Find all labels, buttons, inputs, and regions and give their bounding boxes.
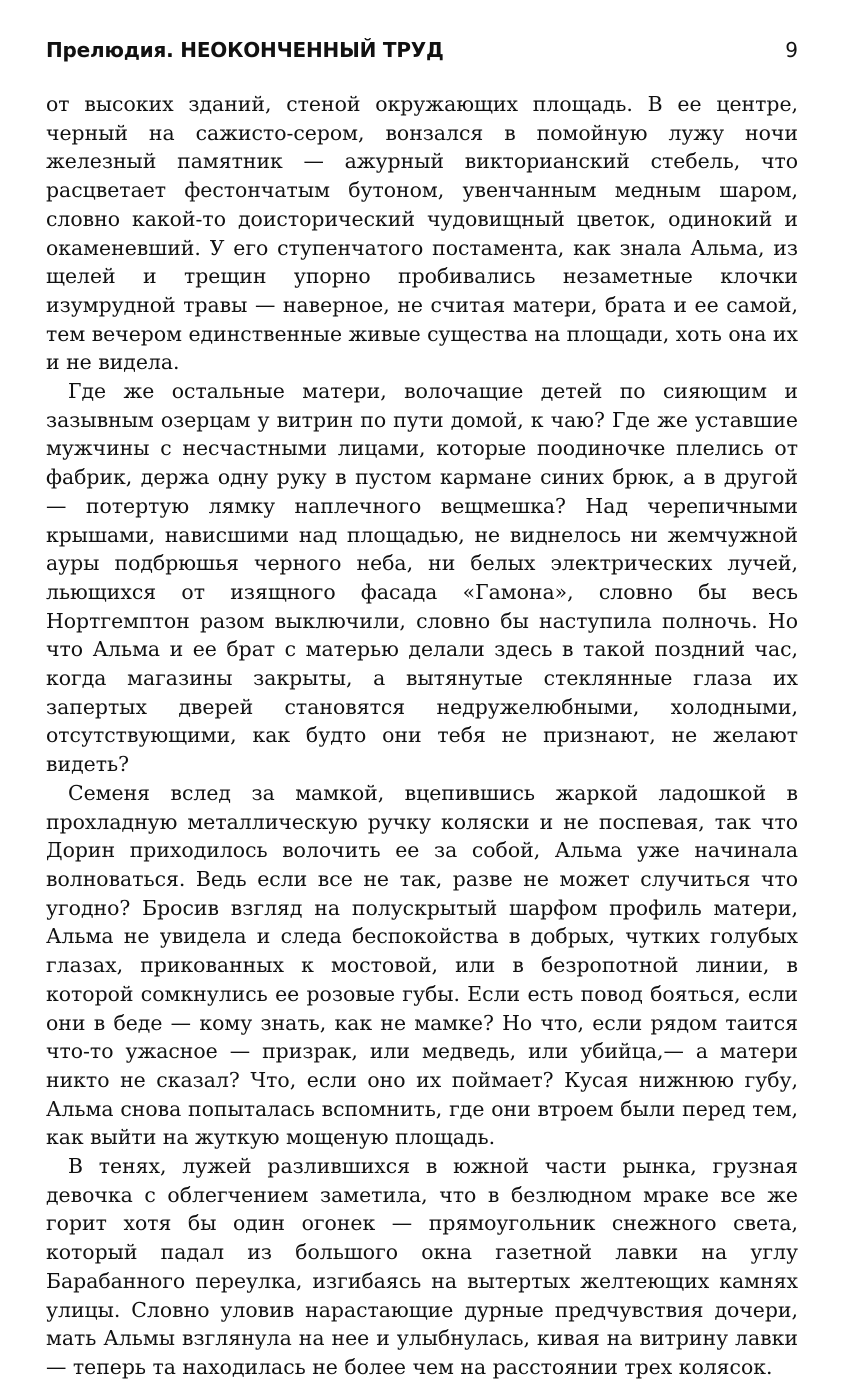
body-text (46, 90, 798, 1382)
paragraph: Где же остальные матери, волочащие детей по сияющим и зазывным озерцам у витрин по пути домой, к чаю? Где же уставшие мужчины с несчастными лицами, которые поодиночке плелись от фабрик, держа одну руку в пустом кармане синих брюк, а в другой — потертую лямку наплечного вещмешка? Над черепичными крышами, нависшими над площадью, не виднелось ни жемчужной ауры подбрюшья черного неба, ни белых электрических лучей, льющихся от изящного фасада «Гамона», словно бы весь Нортгемптон разом выключили, словно бы наступила полночь. Но что Альма и ее брат с матерью делали здесь в такой поздний час, когда магазины закрыты, а вытянутые стеклянные глаза их запертых дверей становятся недружелюбными, холодными, отсутствующими, как будто они тебя не признают, не желают видеть? (46, 379, 798, 777)
page-number: 9 (785, 38, 798, 62)
running-header (46, 38, 798, 72)
chapter-title: Прелюдия. НЕОКОНЧЕННЫЙ ТРУД (46, 38, 444, 62)
paragraph: от высоких зданий, стеной окружающих площадь. В ее центре, черный на сажисто-сером, вонзался в помойную лужу ночи железный памятник — ажурный викторианский стебель, что расцветает фестончатым бутоном, увенчанным медным шаром, словно какой-то доисторический чудовищный цветок, одинокий и окаменевший. У его ступенчатого постамента, как знала Альма, из щелей и трещин упорно пробивались незаметные клочки изумрудной травы — наверное, не считая матери, брата и ее самой, тем вечером единственные живые существа на площади, хоть она их и не видела. (46, 92, 798, 375)
book-page (46, 38, 798, 1382)
paragraph: В тенях, лужей разлившихся в южной части рынка, грузная девочка с облегчением заметила, что в безлюдном мраке все же горит хотя бы один огонек — прямоугольник снежного света, который падал из большого окна газетной лавки на углу Барабанного переулка, изгибаясь на вытертых желтеющих камнях улицы. Словно уловив нарастающие дурные предчувствия дочери, мать Альмы взглянула на нее и улыбнулась, кивая на витрину лавки — теперь та находилась не более чем на расстоянии трех колясок. (46, 1154, 798, 1379)
paragraph: Семеня вслед за мамкой, вцепившись жаркой ладошкой в прохладную металлическую ручку коляски и не поспевая, так что Дорин приходилось волочить ее за собой, Альма уже начинала волноваться. Ведь если все не так, разве не может случиться что угодно? Бросив взгляд на полускрытый шарфом профиль матери, Альма не увидела и следа беспокойства в добрых, чутких голубых глазах, прикованных к мостовой, или в безропотной линии, в которой сомкнулись ее розовые губы. Если есть повод бояться, если они в беде — кому знать, как не мамке? Но что, если рядом таится что-то ужасное — призрак, или медведь, или убийца,— а матери никто не сказал? Что, если оно их поймает? Кусая нижнюю губу, Альма снова попыталась вспомнить, где они втроем были перед тем, как выйти на жуткую мощеную площадь. (46, 780, 798, 1150)
